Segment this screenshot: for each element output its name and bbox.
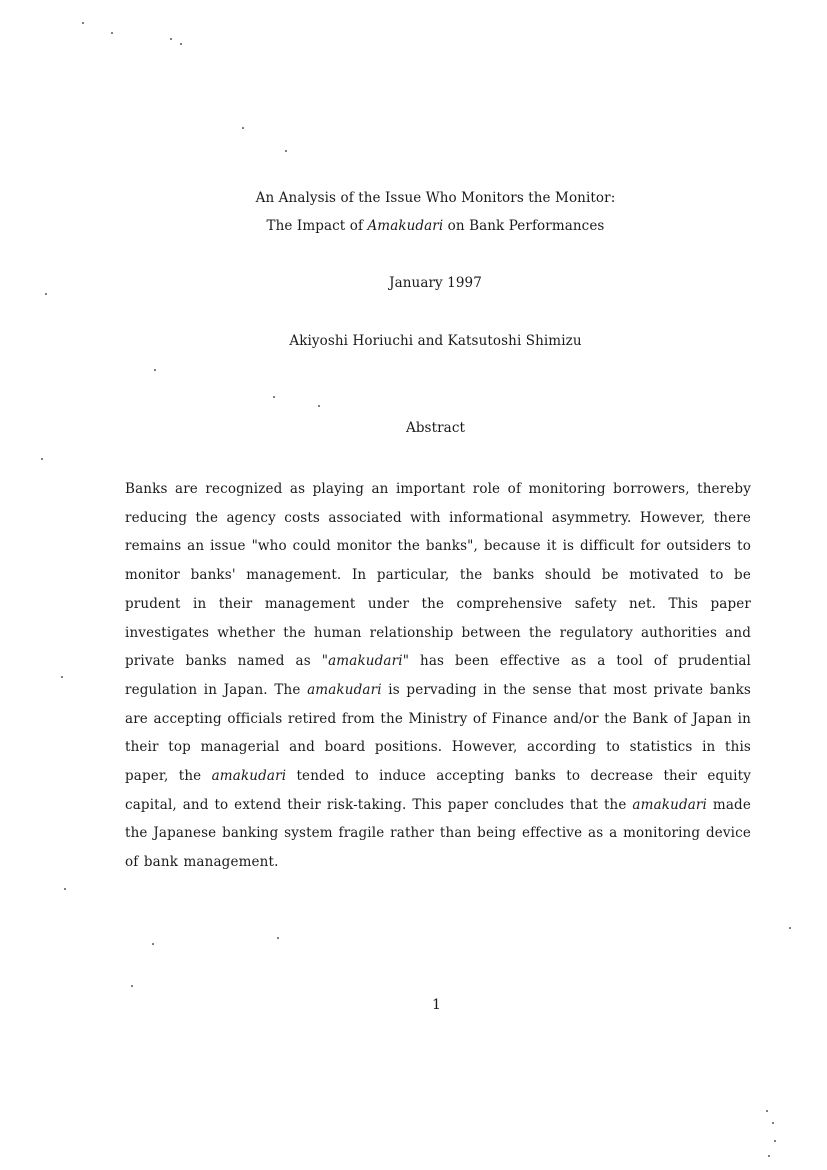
scan-speck (111, 32, 113, 34)
title-suffix: on Bank Performances (443, 218, 605, 234)
title-italic-term: Amakudari (367, 218, 444, 234)
abstract-italic-term-4: amakudari (632, 796, 708, 813)
page-number: 1 (432, 997, 441, 1013)
paper-title-line-1: An Analysis of the Issue Who Monitors the Monitor: (255, 190, 616, 206)
title-prefix: The Impact of (266, 218, 368, 234)
scan-speck (41, 458, 43, 460)
scan-speck (766, 1110, 768, 1112)
abstract-text-3: is pervading in the sense that most private banks are accepting officials retired from the Ministry of Finance and/or the Bank of Japan in their top managerial and board positions. However, according to statistics in this paper, the (125, 681, 751, 785)
scan-speck (154, 369, 156, 371)
scan-speck (82, 22, 84, 24)
scan-speck (774, 1140, 776, 1142)
abstract-body (125, 475, 751, 877)
scan-speck (152, 943, 154, 945)
scan-speck (273, 396, 275, 398)
scan-speck (45, 293, 47, 295)
paper-authors: Akiyoshi Horiuchi and Katsutoshi Shimizu (289, 333, 582, 349)
abstract-italic-term-2: amakudari (307, 681, 382, 698)
scan-speck (131, 985, 133, 987)
abstract-italic-term-3: amakudari (211, 768, 287, 785)
paper-date: January 1997 (389, 275, 482, 291)
scan-speck (242, 127, 244, 129)
scan-speck (64, 888, 66, 890)
scan-speck (285, 150, 287, 152)
scan-speck (61, 676, 63, 678)
scan-speck (318, 405, 320, 407)
scan-speck (789, 927, 791, 929)
abstract-heading: Abstract (405, 420, 466, 436)
scan-speck (277, 937, 279, 939)
scan-speck (772, 1122, 774, 1124)
abstract-text-1: Banks are recognized as playing an important role of monitoring borrowers, thereby reducing the agency costs associated with informational asymmetry. However, there remains an issue "who could monitor the banks", because it is difficult for outsiders to monitor banks' management. In particular, the banks should be motivated to be prudent in their management under the comprehensive safety net. This paper investigates whether the human relationship between the regulatory authorities and private banks named as " (125, 481, 751, 670)
scan-speck (170, 38, 172, 40)
abstract-text-4: tended to induce accepting banks to decrease their equity capital, and to extend their risk-taking. This paper concludes that the (125, 768, 751, 813)
paper-title-line-2 (22, 217, 827, 235)
scan-speck (180, 43, 182, 45)
abstract-italic-term-1: amakudari (328, 653, 403, 670)
abstract-text-2: " has been effective as a tool of prudential regulation in Japan. The (125, 653, 752, 698)
abstract-text-5: made the Japanese banking system fragile rather than being effective as a monitoring device of bank management. (125, 796, 751, 871)
scan-speck (768, 1155, 770, 1157)
